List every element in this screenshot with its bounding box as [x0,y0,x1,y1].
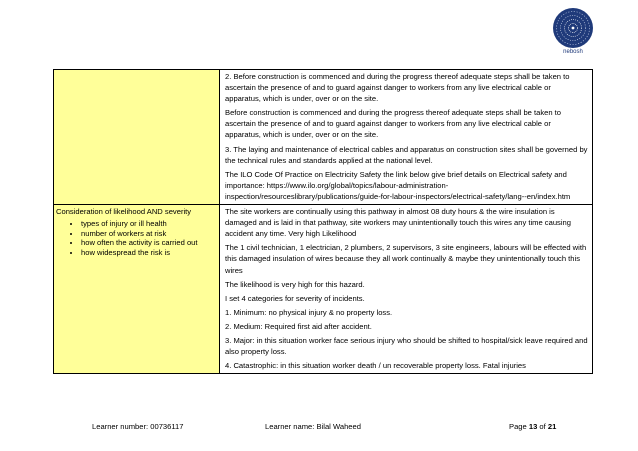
learner-name: Learner name: Bilal Waheed [265,422,361,431]
content-cell [220,205,593,374]
criterion-title: Consideration of likelihood AND severity [56,207,192,217]
page-prefix: Page [509,422,529,431]
paragraph: 3. The laying and maintenance of electrical cables and apparatus on construction sites shall be governed by the technical rules and standards applied at the national level. [225,144,588,165]
nebosh-logo-icon [551,6,595,50]
learner-number: Learner number: 00736117 [92,422,184,431]
criterion-cell [54,70,220,205]
paragraph: 2. Before construction is commenced and during the progress thereof adequate steps shall be taken to ascertain the presence of and to guard against danger to workers from any live electrical cable or apparatus, which is under, over or on the site. [225,72,570,104]
page-of: of [537,422,548,431]
table-row [54,70,593,205]
paragraph: I set 4 categories for severity of incidents. [225,293,365,303]
content-cell [220,70,593,205]
paragraph: 2. Medium: Required first aid after accident. [225,321,372,331]
paragraph: The likelihood is very high for this hazard. [225,279,365,289]
list-item: • how often the activity is carried out [81,238,219,248]
paragraph: The 1 civil technician, 1 electrician, 2 plumbers, 2 supervisors, 3 site engineers, labours will be effected with this damaged insulation of wires because they all work continually & maybe they unintentionally touch this wires [225,243,587,275]
assessment-table [53,69,593,374]
page-current: 13 [528,422,538,431]
paragraph: Before construction is commenced and during the progress thereof adequate steps shall be taken to ascertain the presence of and to guard against danger to workers from any live electrical cable or apparatus, which is under, over or on the site. [225,108,562,140]
paragraph: The site workers are continually using this pathway in almost 08 duty hours & the wire insulation is damaged and is laid in that pathway, site workers may unintentionally touch this wires any time causing accident any time. Very high Likelihood [225,207,571,239]
paragraph: 3. Major: in this situation worker face serious injury who should be shifted to hospital/sick leave required and also property loss. [225,335,588,357]
list-item: • number of workers at risk [81,229,219,239]
paragraph: 1. Minimum: no physical injury & no property loss. [225,307,393,317]
table-row [54,205,593,374]
criterion-cell [54,205,220,374]
list-item: • types of injury or ill health [81,219,219,229]
page-number [509,422,556,431]
logo-text: nebosh [563,49,583,55]
paragraph: The ILO Code Of Practice on Electricity Safety the link below give brief details on Electrical safety and importance: https://www.ilo.org/global/topics/labour-administration-inspection/resourceslibrary/publications/guide-for-labour-inspectors/electrical-safety/lang--en/index.htm [225,169,571,201]
list-item: • how widespread the risk is [81,248,219,258]
paragraph: 4. Catastrophic: in this situation worker death / un recoverable property loss. Fatal injuries [225,361,526,371]
page-total: 21 [547,422,557,431]
criterion-list [54,219,219,257]
